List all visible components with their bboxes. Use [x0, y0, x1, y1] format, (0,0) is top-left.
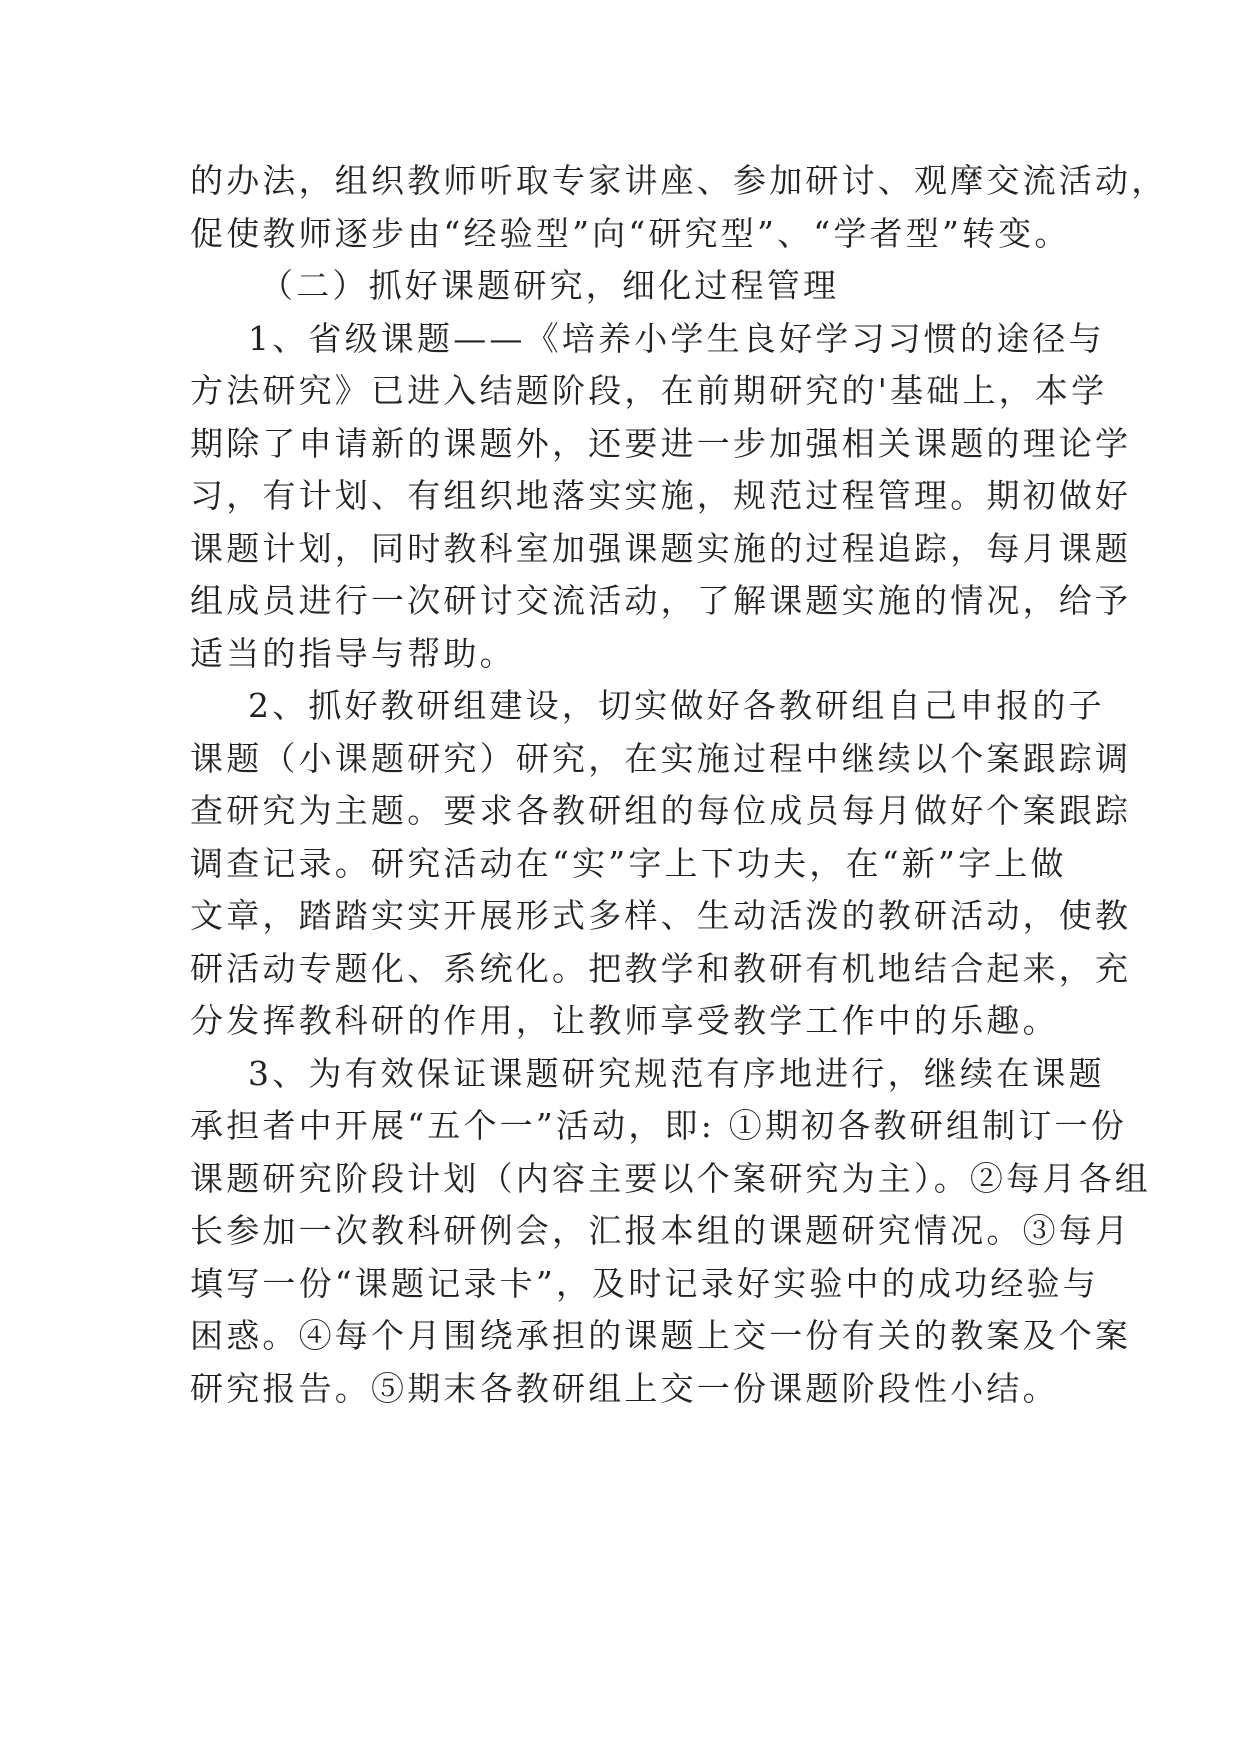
paragraph-line: 调查记录。研究活动在“实”字上下功夫，在“新”字上做 [190, 843, 1067, 883]
paragraph-line: 长参加一次教科研例会，汇报本组的课题研究情况。③每月 [190, 1211, 1132, 1250]
paragraph-line: 方法研究》已进入结题阶段，在前期研究的'基础上，本学 [190, 371, 1108, 410]
paragraph-line: 组成员进行一次研讨交流活动，了解课题实施的情况，给予 [190, 581, 1132, 620]
paragraph-line: 查研究为主题。要求各教研组的每位成员每月做好个案跟踪 [190, 791, 1132, 830]
paragraph-line: 促使教师逐步由“经验型”向“研究型”、“学者型”转变。 [190, 213, 1071, 253]
paragraph-line: 研活动专题化、系统化。把教学和教研有机地结合起来，充 [190, 948, 1132, 988]
paragraph-line: 分发挥教科研的作用，让教师享受教学工作中的乐趣。 [190, 1001, 1059, 1040]
paragraph-line: 课题计划，同时教科室加强课题实施的过程追踪，每月课题 [190, 528, 1132, 568]
paragraph-line: 承担者中开展“五个一”活动，即: ①期初各教研组制订一份 [190, 1106, 1127, 1145]
paragraph-line: 适当的指导与帮助。 [190, 633, 516, 673]
document-body [190, 155, 1168, 1415]
paragraph-line: 习，有计划、有组织地落实实施，规范过程管理。期初做好 [190, 476, 1132, 515]
paragraph-line: 课题研究阶段计划（内容主要以个案研究为主）。②每月各组 [190, 1158, 1151, 1198]
paragraph-line: 困惑。④每个月围绕承担的课题上交一份有关的教案及个案 [190, 1316, 1132, 1355]
paragraph-line: 填写一份“课题记录卡”，及时记录好实验中的成功经验与 [190, 1263, 1099, 1303]
paragraph-line: 期除了申请新的课题外，还要进一步加强相关课题的理论学 [190, 423, 1132, 463]
paragraph-line: 课题（小课题研究）研究，在实施过程中继续以个案跟踪调 [190, 738, 1132, 778]
paragraph-line: 的办法，组织教师听取专家讲座、参加研讨、观摩交流活动， [190, 161, 1168, 200]
paragraph-line: 研究报告。⑤期末各教研组上交一份课题阶段性小结。 [190, 1368, 1059, 1408]
paragraph-line: 文章，踏踏实实开展形式多样、生动活泼的教研活动，使教 [190, 896, 1132, 935]
paragraph-line: 3、为有效保证课题研究规范有序地进行，继续在课题 [248, 1053, 1105, 1093]
paragraph-line: 2、抓好教研组建设，切实做好各教研组自己申报的子 [248, 686, 1105, 725]
section-heading: （二）抓好课题研究，细化过程管理 [260, 266, 840, 305]
paragraph-line: 1、省级课题——《培养小学生良好学习习惯的途径与 [248, 318, 1105, 358]
